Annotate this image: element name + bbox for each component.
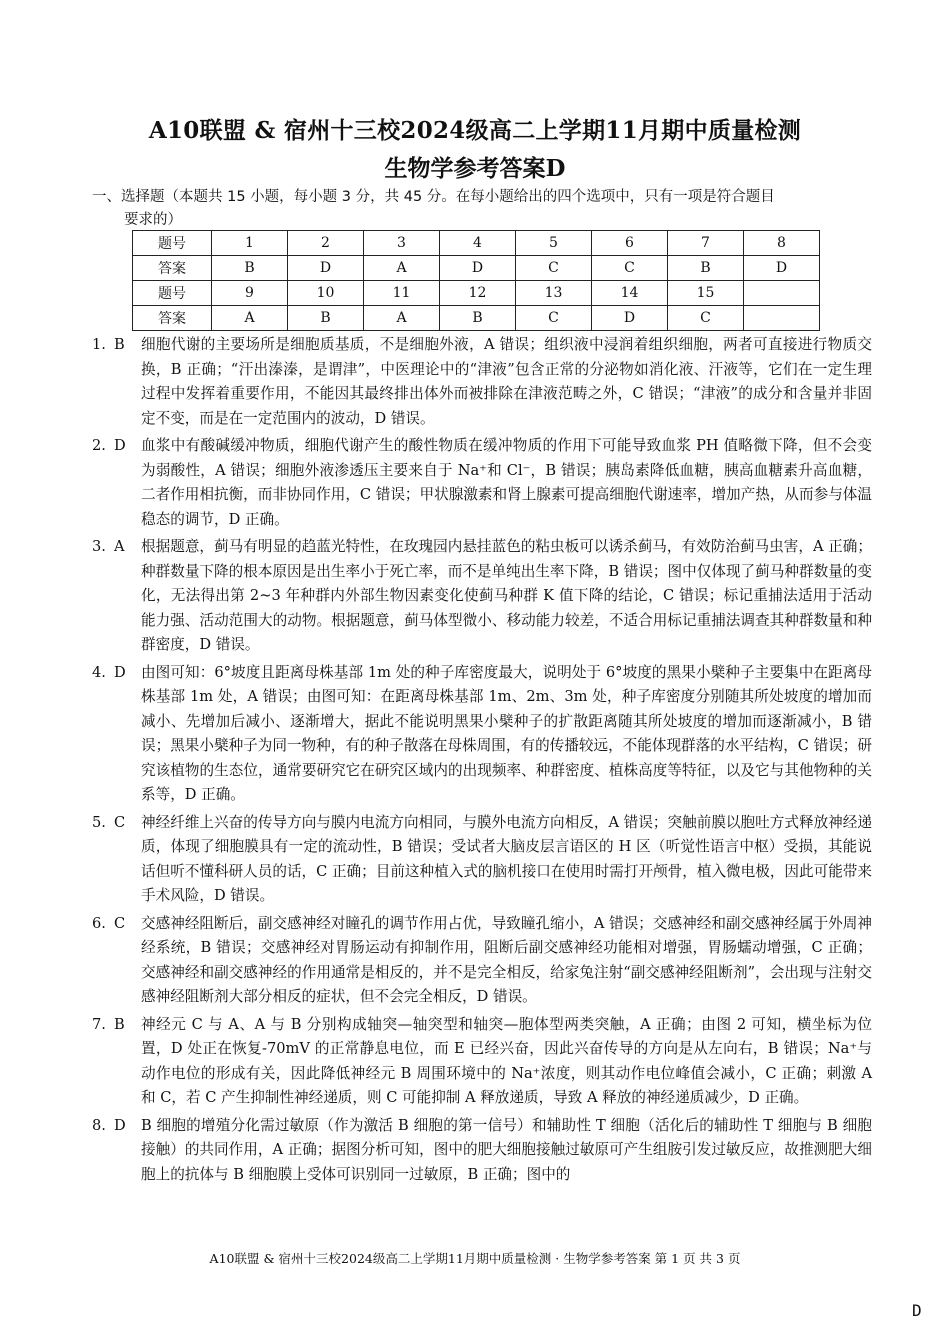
table-cell: D [288, 256, 364, 281]
answer-key: D [114, 437, 126, 454]
explanation-item-3 [92, 535, 872, 658]
answer-key: B [114, 1015, 125, 1033]
explanation-text: 交感神经阻断后，副交感神经对瞳孔的调节作用占优，导致瞳孔缩小，A 错误；交感神经和副交感神经属于外周神经系统，B 错误；交感神经对胃肠运动有抑制作用，阻断后副交感神经功能相对增强，胃肠蠕动增强，C 正确；交感神经和副交感神经的作用通常是相反的，并不是完全相反，给家兔注射“副交感神经阻断剂”，会出现与注射交感神经阻断剂大部分相反的症状，但不会完全相反，D 错误。 [141, 914, 872, 1005]
explanation-text: 神经纤维上兴奋的传导方向与膜内电流方向相同，与膜外电流方向相反，A 错误；突触前膜以胞吐方式释放神经递质，体现了细胞膜具有一定的流动性，B 错误；受试者大脑皮层言语区的 H 区（听觉性语言中枢）受损，其能说话但听不懂科研人员的话，C 正确；目前这种植入式的脑机接口在使用时需打开颅骨，植入微电极，因此可能带来手术风险，D 错误。 [141, 813, 872, 904]
explanation-text: 细胞代谢的主要场所是细胞质基质，不是细胞外液，A 错误；组织液中浸润着组织细胞，两者可直接进行物质交换，B 正确；“汗出溱溱，是谓津”，中医理论中的“津液”包含正常的分泌物如消化液、汗液等，它们在一定生理过程中发挥着重要作用，不能因其最终排出体外而被排除在津液范畴之外，C 错误；“津液”的成分和含量并非固定不变，而是在一定范围内的波动，D 错误。 [141, 336, 872, 427]
question-number: 5. [92, 813, 106, 831]
table-header-cell: 答案 [133, 256, 212, 281]
table-cell: 9 [212, 281, 288, 306]
explanation-text: 根据题意，蓟马有明显的趋蓝光特性，在玫瑰园内悬挂蓝色的粘虫板可以诱杀蓟马，有效防治蓟马虫害，A 正确；种群数量下降的根本原因是出生率小于死亡率，而不是单纯出生率下降，B 错误；图中仅体现了蓟马种群数量的变化，无法得出第 2~3 年种群内外部生物因素变化使蓟马种群 K 值下降的结论，C 错误；标记重捕法适用于活动能力强、活动范围大的动物。根据题意，蓟马体型微小、移动能力较差，不适合用标记重捕法调查其种群数量和种群密度，D 错误。 [141, 538, 872, 653]
table-cell: 13 [516, 281, 592, 306]
explanation-item-2 [92, 434, 872, 532]
explanation-text: 神经元 C 与 A、A 与 B 分别构成轴突—轴突型和轴突—胞体型两类突触，A 正确；由图 2 可知，横坐标为位置，D 处正在恢复-70mV 的正常静息电位，而 E 已经兴奋，因此兴奋传导的方向是从左向右，B 错误；Na⁺与动作电位的形成有关，因此降低神经元 B 周围环境中的 Na⁺浓度，则其动作电位峰值会减小，C 正确；刺激 A 和 C，若 C 产生抑制性神经递质，则 C 可能抑制 A 释放递质，导致 A 释放的神经递质减少，D 正确。 [141, 1015, 872, 1106]
explanation-item-7 [92, 1013, 872, 1111]
table-cell: 1 [212, 231, 288, 256]
table-cell: B [440, 306, 516, 331]
table-cell: 14 [592, 281, 668, 306]
table-cell: 4 [440, 231, 516, 256]
question-number: 2. [92, 437, 106, 454]
question-number: 4. [92, 663, 106, 681]
section-heading [92, 186, 872, 232]
section-heading-line-1: 一、选择题（本题共 15 小题，每小题 3 分，共 45 分。在每小题给出的四个选项中，只有一项是符合题目 [92, 189, 775, 205]
table-cell: 7 [668, 231, 744, 256]
table-cell: D [440, 256, 516, 281]
table-cell: C [516, 306, 592, 331]
answer-key: C [114, 813, 126, 831]
table-cell: B [668, 256, 744, 281]
answer-key: A [114, 538, 125, 555]
question-number: 1. [92, 336, 106, 353]
explanation-list [92, 333, 872, 1190]
table-row-answers-1 [133, 256, 820, 281]
answer-key: D [114, 663, 126, 681]
table-cell: 10 [288, 281, 364, 306]
table-row-question-numbers-1 [133, 231, 820, 256]
question-number: 7. [92, 1015, 106, 1033]
table-cell: 2 [288, 231, 364, 256]
table-header-cell: 题号 [133, 231, 212, 256]
table-cell: 11 [364, 281, 440, 306]
section-heading-line-2: 要求的） [124, 212, 182, 228]
question-number: 8. [92, 1116, 106, 1134]
table-header-cell: 题号 [133, 281, 212, 306]
table-cell: C [668, 306, 744, 331]
answer-key: B [114, 336, 125, 353]
table-cell: 12 [440, 281, 516, 306]
table-cell: 8 [744, 231, 820, 256]
table-cell: B [212, 256, 288, 281]
table-row-answers-2 [133, 306, 820, 331]
explanation-text: B 细胞的增殖分化需过敏原（作为激活 B 细胞的第一信号）和辅助性 T 细胞（活化后的辅助性 T 细胞与 B 细胞接触）的共同作用，A 正确；据图分析可知，图中的肥大细胞接触过敏原可产生组胺引发过敏反应，故推测肥大细胞上的抗体与 B 细胞膜上受体可识别同一过敏原，B 正确；图中的 [141, 1116, 872, 1183]
table-cell [744, 306, 820, 331]
table-cell: 3 [364, 231, 440, 256]
explanation-item-8 [92, 1114, 872, 1188]
question-number: 3. [92, 538, 106, 555]
table-cell: D [744, 256, 820, 281]
document-title: A10联盟 & 宿州十三校2024级高二上学期11月期中质量检测 [148, 117, 802, 144]
explanation-text: 血浆中有酸碱缓冲物质，细胞代谢产生的酸性物质在缓冲物质的作用下可能导致血浆 PH 值略微下降，但不会变为弱酸性，A 错误；细胞外液渗透压主要来自于 Na⁺和 Cl⁻，B 错误；胰岛素降低血糖，胰高血糖素升高血糖，二者作用相抗衡，而非协同作用，C 错误；甲状腺激素和肾上腺素可提高细胞代谢速率，增加产热，从而参与体温稳态的调节，D 正确。 [141, 437, 872, 528]
corner-version-mark: D [912, 1301, 922, 1320]
table-cell [744, 281, 820, 306]
page-footer: A10联盟 & 宿州十三校2024级高二上学期11月期中质量检测 · 生物学参考答案 第 1 页 共 3 页 [209, 1251, 741, 1266]
table-cell: D [592, 306, 668, 331]
answer-table [132, 230, 820, 331]
table-cell: A [364, 306, 440, 331]
table-cell: C [516, 256, 592, 281]
answer-key: C [114, 914, 126, 932]
explanation-item-5 [92, 811, 872, 909]
table-cell: A [212, 306, 288, 331]
table-cell: A [364, 256, 440, 281]
table-cell: 15 [668, 281, 744, 306]
explanation-text: 由图可知：6°坡度且距离母株基部 1m 处的种子库密度最大，说明处于 6°坡度的黑果小檗种子主要集中在距离母株基部 1m 处，A 错误；由图可知：在距离母株基部 1m、2m、3m 处，种子库密度分别随其所处坡度的增加而减小、先增加后减小、逐渐增大，据此不能说明黑果小檗种子的扩散距离随其所处坡度的增加而逐渐减小，B 错误；黑果小檗种子为同一物种，有的种子散落在母株周围，有的传播较远，不能体现群落的水平结构，C 错误；研究该植物的生态位，通常要研究它在研究区域内的出现频率、种群密度、植株高度等特征，以及它与其他物种的关系等，D 正确。 [141, 663, 872, 803]
question-number: 6. [92, 914, 106, 932]
table-cell: 5 [516, 231, 592, 256]
table-row-question-numbers-2 [133, 281, 820, 306]
answer-key: D [114, 1116, 126, 1134]
table-header-cell: 答案 [133, 306, 212, 331]
document-subtitle: 生物学参考答案D [384, 155, 566, 182]
table-cell: B [288, 306, 364, 331]
explanation-item-1 [92, 333, 872, 431]
explanation-item-6 [92, 912, 872, 1010]
table-cell: 6 [592, 231, 668, 256]
explanation-item-4 [92, 661, 872, 808]
table-cell: C [592, 256, 668, 281]
